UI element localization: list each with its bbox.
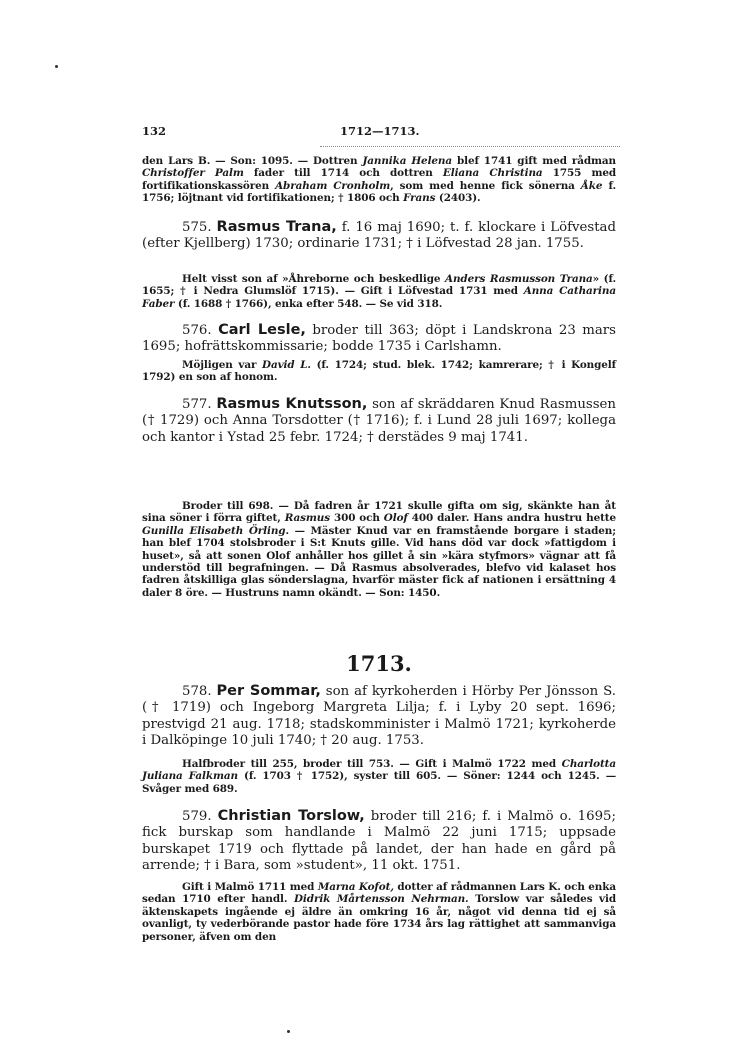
entry-name: Carl Lesle, xyxy=(218,322,306,338)
page-header xyxy=(142,124,612,140)
entry-number: 575. xyxy=(182,220,212,235)
page-number: 132 xyxy=(142,124,167,138)
entry-577: 577. Rasmus Knutsson, son af skräddaren Knud Rasmussen († 1729) och Anna Torsdotter († 1716); f. i Lund 28 juli 1697; kollega och kantor i Ystad 25 febr. 1724; † derstädes 9 maj 1741. xyxy=(142,396,616,445)
running-head: 1712—1713. xyxy=(340,124,420,138)
entry-576: 576. Carl Lesle, broder till 363; döpt i Landskrona 23 mars 1695; hofrättskommissarie; bodde 1735 i Carlshamn. xyxy=(142,322,616,355)
entry-number: 579. xyxy=(182,809,212,824)
entry-number: 577. xyxy=(182,397,212,412)
entry-name: Rasmus Knutsson, xyxy=(216,396,368,412)
year-heading: 1713. xyxy=(346,651,412,676)
entry-578-note: Halfbroder till 255, broder till 753. — Gift i Malmö 1722 med Charlotta Juliana Falkman (f. 1703 † 1752), syster till 605. — Söner: 1244 och 1245. — Svåger med 689. xyxy=(142,758,616,795)
entry-number: 578. xyxy=(182,684,212,699)
entry-575-note: Helt visst son af »Åhreborne och beskedlige Anders Rasmusson Trana» (f. 1655; † i Nedra Glumslöf 1715). — Gift i Löfvestad 1731 med Anna Catharina Faber (f. 1688 † 1766), enka efter 548. — Se vid 318. xyxy=(142,273,616,310)
margin-speck xyxy=(287,1030,290,1033)
entry-579-note: Gift i Malmö 1711 med Marna Kofot, dotter af rådmannen Lars K. och enka sedan 1710 efter handl. Didrik Mårtensson Nehrman. Torslow var således vid äktenskapets ingående ej äldre än omkring 16 år, något vid denna tid ej så ovanligt, ty vederbörande pastor hade före 1734 års lag rättighet att sammanviga personer, äfven om den xyxy=(142,881,616,943)
entry-577-note: Broder till 698. — Då fadren år 1721 skulle gifta om sig, skänkte han åt sina söner i förra giftet, Rasmus 300 och Olof 400 daler. Hans andra hustru hette Gunilla Elisabeth Örling. — Mäster Knud var en framstående borgare i staden; han blef 1704 stolsbroder i S:t Knuts gille. Vid hans död var dock »fattigdom i huset», så att sonen Olof anhåller hos gillet å sin »kära styfmors» vägnar att få understöd till begrafningen. — Då Rasmus absolverades, blefvo vid kalaset hos fadren åtskilliga glas sönderslagna, hvarför mäster fick af nationen i ersättning 4 daler 8 öre. — Hustruns namn okändt. — Son: 1450. xyxy=(142,500,616,599)
entry-578: 578. Per Sommar, son af kyrkoherden i Hörby Per Jönsson S. († 1719) och Ingeborg Margreta Lilja; f. i Lyby 20 sept. 1696; prestvigd 21 aug. 1718; stadskomminister i Malmö 1721; kyrkoherde i Dalköpinge 10 juli 1740; † 20 aug. 1753. xyxy=(142,683,616,749)
entry-576-note: Möjligen var David L. (f. 1724; stud. blek. 1742; kamrerare; † i Kongelf 1792) en son af honom. xyxy=(142,359,616,384)
entry-name: Rasmus Trana, xyxy=(216,219,337,235)
header-rule xyxy=(320,146,620,147)
entry-name: Christian Torslow, xyxy=(217,808,365,824)
margin-speck xyxy=(55,65,58,68)
entry-number: 576. xyxy=(182,323,212,338)
entry-579: 579. Christian Torslow, broder till 216; f. i Malmö o. 1695; fick burskap som handlande i Malmö 22 juni 1715; uppsade burskapet 1719 och flyttade på landet, der han hade en gård på arrende; † i Bara, som »student», 11 okt. 1751. xyxy=(142,808,616,874)
entry-575: 575. Rasmus Trana, f. 16 maj 1690; t. f. klockare i Löfvestad (efter Kjellberg) 1730; ordinarie 1731; † i Löfvestad 28 jan. 1755. xyxy=(142,219,616,252)
entry-name: Per Sommar, xyxy=(216,683,321,699)
continued-note: den Lars B. — Son: 1095. — Dottren Jannika Helena blef 1741 gift med rådman Christoffer Palm fader till 1714 och dottren Eliana Christina 1755 med fortifikationskassören Abraham Cronholm, som med henne fick sönerna Åke f. 1756; löjtnant vid fortifikationen; † 1806 och Frans (2403). xyxy=(142,155,617,205)
